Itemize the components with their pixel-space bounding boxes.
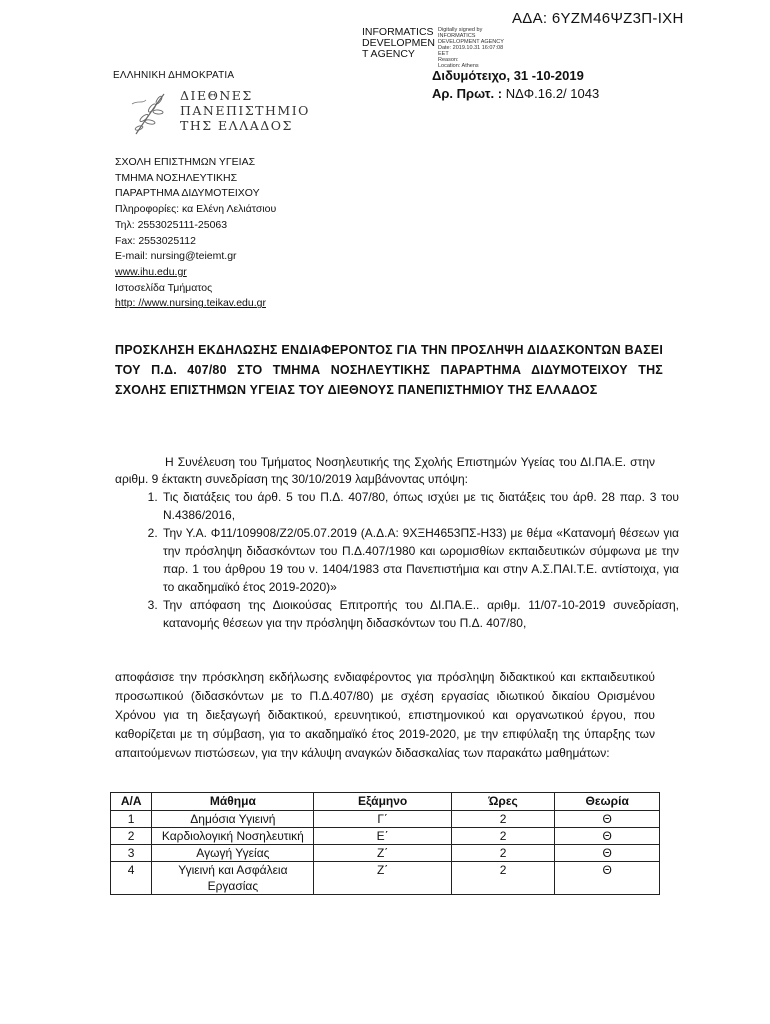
header-course: Μάθημα — [152, 793, 314, 811]
table-row — [111, 811, 660, 828]
department-name: ΤΜΗΜΑ ΝΟΣΗΛΕΥΤΙΚΗΣ — [115, 171, 238, 184]
department-website-link[interactable]: http: //www.nursing.teikav.edu.gr — [115, 297, 266, 310]
cell-course: Καρδιολογική Νοσηλευτική — [152, 828, 314, 845]
department-site-label: Ιστοσελίδα Τμήματος — [115, 281, 213, 294]
cell-semester: Ζ΄ — [314, 845, 451, 862]
contact-person: Πληροφορίες: κα Ελένη Λελιάτσιου — [115, 203, 277, 216]
document-title: ΠΡΟΣΚΛΗΣΗ ΕΚΔΗΛΩΣΗΣ ΕΝΔΙΑΦΕΡΟΝΤΟΣ ΓΙΑ ΤΗΝ ΠΡΟΣΛΗΨΗ ΔΙΔΑΣΚΟΝΤΩΝ ΒΑΣΕΙ ΤΟΥ Π.Δ. 407/80 ΣΤΟ ΤΜΗΜΑ ΝΟΣΗΛΕΥΤΙΚΗΣ ΠΑΡΑΡΤΗΜΑ ΔΙΔΥΜΟΤΕΙΧΟΥ ΤΗΣ ΣΧΟΛΗΣ ΕΠΙΣΤΗΜΩΝ ΥΓΕΙΑΣ ΤΟΥ ΔΙΕΘΝΟΥΣ ΠΑΝΕΠΙΣΤΗΜΙΟΥ ΤΗΣ ΕΛΛΑΔΟΣ — [115, 343, 663, 397]
cell-course: Υγιεινή και Ασφάλεια Εργασίας — [152, 862, 314, 895]
table-row — [111, 845, 660, 862]
republic-heading: ΕΛΛΗΝΙΚΗ ΔΗΜΟΚΡΑΤΙΑ — [113, 70, 235, 81]
header-theory: Θεωρία — [555, 793, 660, 811]
signature-details: Digitally signed by INFORMATICS DEVELOPMENT AGENCY Date: 2019.10.31 16:07:08 EET Reason: Location: Athens — [438, 27, 504, 69]
cell-index: 4 — [111, 862, 152, 895]
protocol-label: Αρ. Πρωτ. : — [432, 86, 503, 101]
header-index: Α/Α — [111, 793, 152, 811]
cell-course: Αγωγή Υγείας — [152, 845, 314, 862]
cell-hours: 2 — [451, 811, 555, 828]
cell-semester: Ζ΄ — [314, 862, 451, 895]
cell-hours: 2 — [451, 862, 555, 895]
logo-text: ΔΙΕΘΝΕΣ ΠΑΝΕΠΙΣΤΗΜΙΟ ΤΗΣ ΕΛΛΑΔΟΣ — [180, 88, 310, 133]
considerations-list — [137, 488, 679, 632]
courses-table — [110, 792, 660, 895]
list-item: 2. Την Υ.Α. Φ11/109908/Ζ2/05.07.2019 (Α.Δ.Α: 9ΧΞΗ4653ΠΣ-Η33) με θέμα «Κατανομή θέσεων για την πρόσληψη διδασκόντων του Π.Δ.407/1980 και ωρομισθίων εκπαιδευτικών σύμφωνα με την παρ. 1 του άρθρου 19 του ν. 1404/1983 στα Πανεπιστήμια και στην Α.Σ.ΠΑΙ.Τ.Ε. αντίστοιχα, για το ακαδημαϊκό έτος 2019-2020)» — [161, 524, 679, 596]
decision-paragraph: αποφάσισε την πρόσκληση εκδήλωσης ενδιαφέροντος για πρόσληψη διδακτικού και εκπαιδευτικού προσωπικού (διδασκόντων με το Π.Δ.407/80) με σχέση εργασίας ιδιωτικού δικαίου Ορισμένου Χρόνου για τη διεξαγωγή διδακτικού, ερευνητικού, επιστημονικού και οργανωτικού έργου, που καθορίζεται με τη σύμβαση, για το ακαδημαϊκό έτος 2019-2020, με την επιφύλαξη της ύπαρξης των απαιτούμενων πιστώσεων, για την κάλυψη αναγκών διδασκαλίας των παρακάτω μαθημάτων: — [115, 670, 655, 760]
protocol-number — [432, 86, 599, 101]
university-website-link[interactable]: www.ihu.edu.gr — [115, 265, 187, 278]
header-semester: Εξάμηνο — [314, 793, 451, 811]
table-header-row — [111, 793, 660, 811]
cell-hours: 2 — [451, 845, 555, 862]
cell-hours: 2 — [451, 828, 555, 845]
cell-index: 1 — [111, 811, 152, 828]
table-row — [111, 862, 660, 895]
cell-theory: Θ — [555, 845, 660, 862]
university-logo — [130, 88, 310, 140]
protocol-value: ΝΔΦ.16.2/ 1043 — [505, 86, 600, 101]
cell-semester: Ε΄ — [314, 828, 451, 845]
ada-code: ΑΔΑ: 6ΥΖΜ46ΨΖ3Π-ΙΧΗ — [512, 10, 684, 27]
email: E-mail: nursing@teiemt.gr — [115, 250, 237, 263]
branch-name: ΠΑΡΑΡΤΗΜΑ ΔΙΔΥΜΟΤΕΙΧΟΥ — [115, 187, 260, 200]
document-date: Διδυμότειχο, 31 -10-2019 — [432, 68, 584, 83]
fax: Fax: 2553025112 — [115, 234, 196, 247]
contact-block — [115, 155, 276, 312]
cell-theory: Θ — [555, 828, 660, 845]
cell-theory: Θ — [555, 811, 660, 828]
signer-name: INFORMATICS DEVELOPMEN T AGENCY — [362, 26, 435, 60]
cell-semester: Γ΄ — [314, 811, 451, 828]
school-name: ΣΧΟΛΗ ΕΠΙΣΤΗΜΩΝ ΥΓΕΙΑΣ — [115, 156, 256, 168]
cell-index: 3 — [111, 845, 152, 862]
list-item: 1. Τις διατάξεις του άρθ. 5 του Π.Δ. 407/80, όπως ισχύει με τις διατάξεις του άρθ. 28 παρ. 3 του Ν.4386/2016, — [161, 488, 679, 524]
header-hours: Ώρες — [451, 793, 555, 811]
olive-branch-icon — [130, 88, 176, 138]
list-item: 3. Την απόφαση της Διοικούσας Επιτροπής του ΔΙ.ΠΑ.Ε.. αριθμ. 11/07-10-2019 συνεδρίαση, κατανομής θέσεων για την πρόσληψη διδασκόντων του Π.Δ. 407/80, — [161, 596, 679, 632]
cell-index: 2 — [111, 828, 152, 845]
cell-theory: Θ — [555, 862, 660, 895]
intro-paragraph: Η Συνέλευση του Τμήματος Νοσηλευτικής της Σχολής Επιστημών Υγείας του ΔΙ.ΠΑ.Ε. στην αριθμ. 9 έκτακτη συνεδρίαση της 30/10/2019 λαμβάνοντας υπόψη: — [115, 455, 655, 486]
phone: Τηλ: 2553025111-25063 — [115, 218, 228, 231]
cell-course: Δημόσια Υγιεινή — [152, 811, 314, 828]
table-row — [111, 828, 660, 845]
